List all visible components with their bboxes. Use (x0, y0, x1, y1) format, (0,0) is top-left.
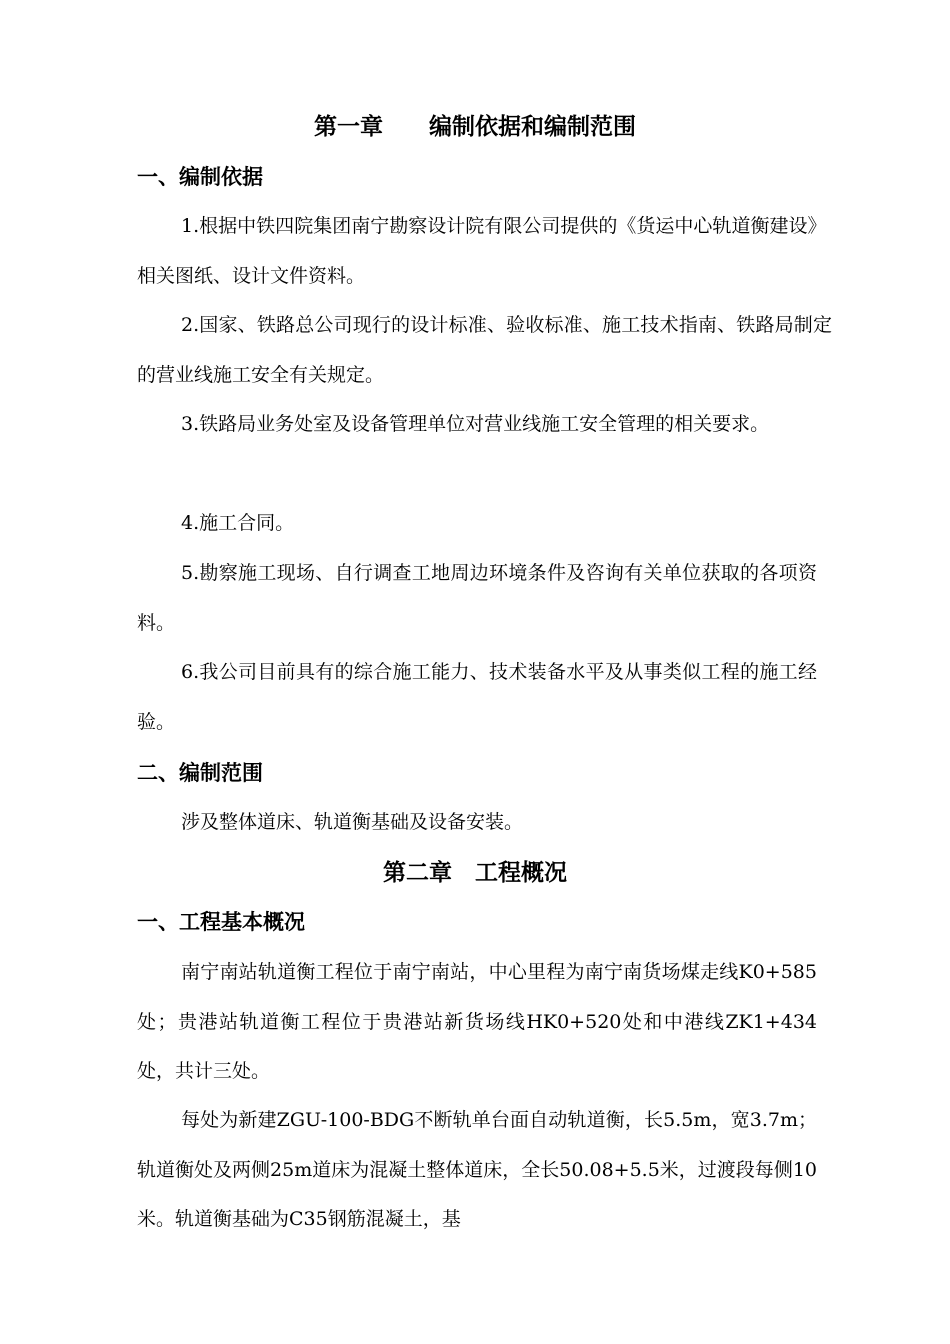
overview-paragraph-2: 每处为新建ZGU-100-BDG不断轨单台面自动轨道衡，长5.5m，宽3.7m；轨道衡处及两侧25m道床为混凝土整体道床，全长50.08+5.5米，过渡段每侧10米。轨道衡基础为C35钢筋混凝土，基 (137, 1109, 817, 1230)
chapter-1-title: 第一章 编制依据和编制范围 (314, 114, 636, 140)
basis-item-4: 4.施工合同。 (181, 512, 295, 534)
basis-item-3: 3.铁路局业务处室及设备管理单位对营业线施工安全管理的相关要求。 (181, 413, 770, 435)
scope-text: 涉及整体道床、轨道衡基础及设备安装。 (181, 811, 524, 833)
chapter-2-title: 第二章 工程概况 (383, 860, 567, 886)
basis-item-2: 2.国家、铁路总公司现行的设计标准、验收标准、施工技术指南、铁路局制定的营业线施工安全有关规定。 (137, 314, 832, 386)
section-heading-overview: 一、工程基本概况 (137, 910, 305, 934)
section-heading-scope: 二、编制范围 (137, 761, 263, 785)
basis-item-5: 5.勘察施工现场、自行调查工地周边环境条件及咨询有关单位获取的各项资料。 (137, 562, 817, 634)
basis-item-6: 6.我公司目前具有的综合施工能力、技术装备水平及从事类似工程的施工经验。 (137, 661, 817, 733)
section-heading-basis: 一、编制依据 (137, 165, 263, 189)
overview-paragraph-1: 南宁南站轨道衡工程位于南宁南站，中心里程为南宁南货场煤走线K0+585处；贵港站轨道衡工程位于贵港站新货场线HK0+520处和中港线ZK1+434处，共计三处。 (137, 961, 817, 1082)
basis-item-1: 1.根据中铁四院集团南宁勘察设计院有限公司提供的《货运中心轨道衡建设》相关图纸、设计文件资料。 (137, 215, 817, 287)
